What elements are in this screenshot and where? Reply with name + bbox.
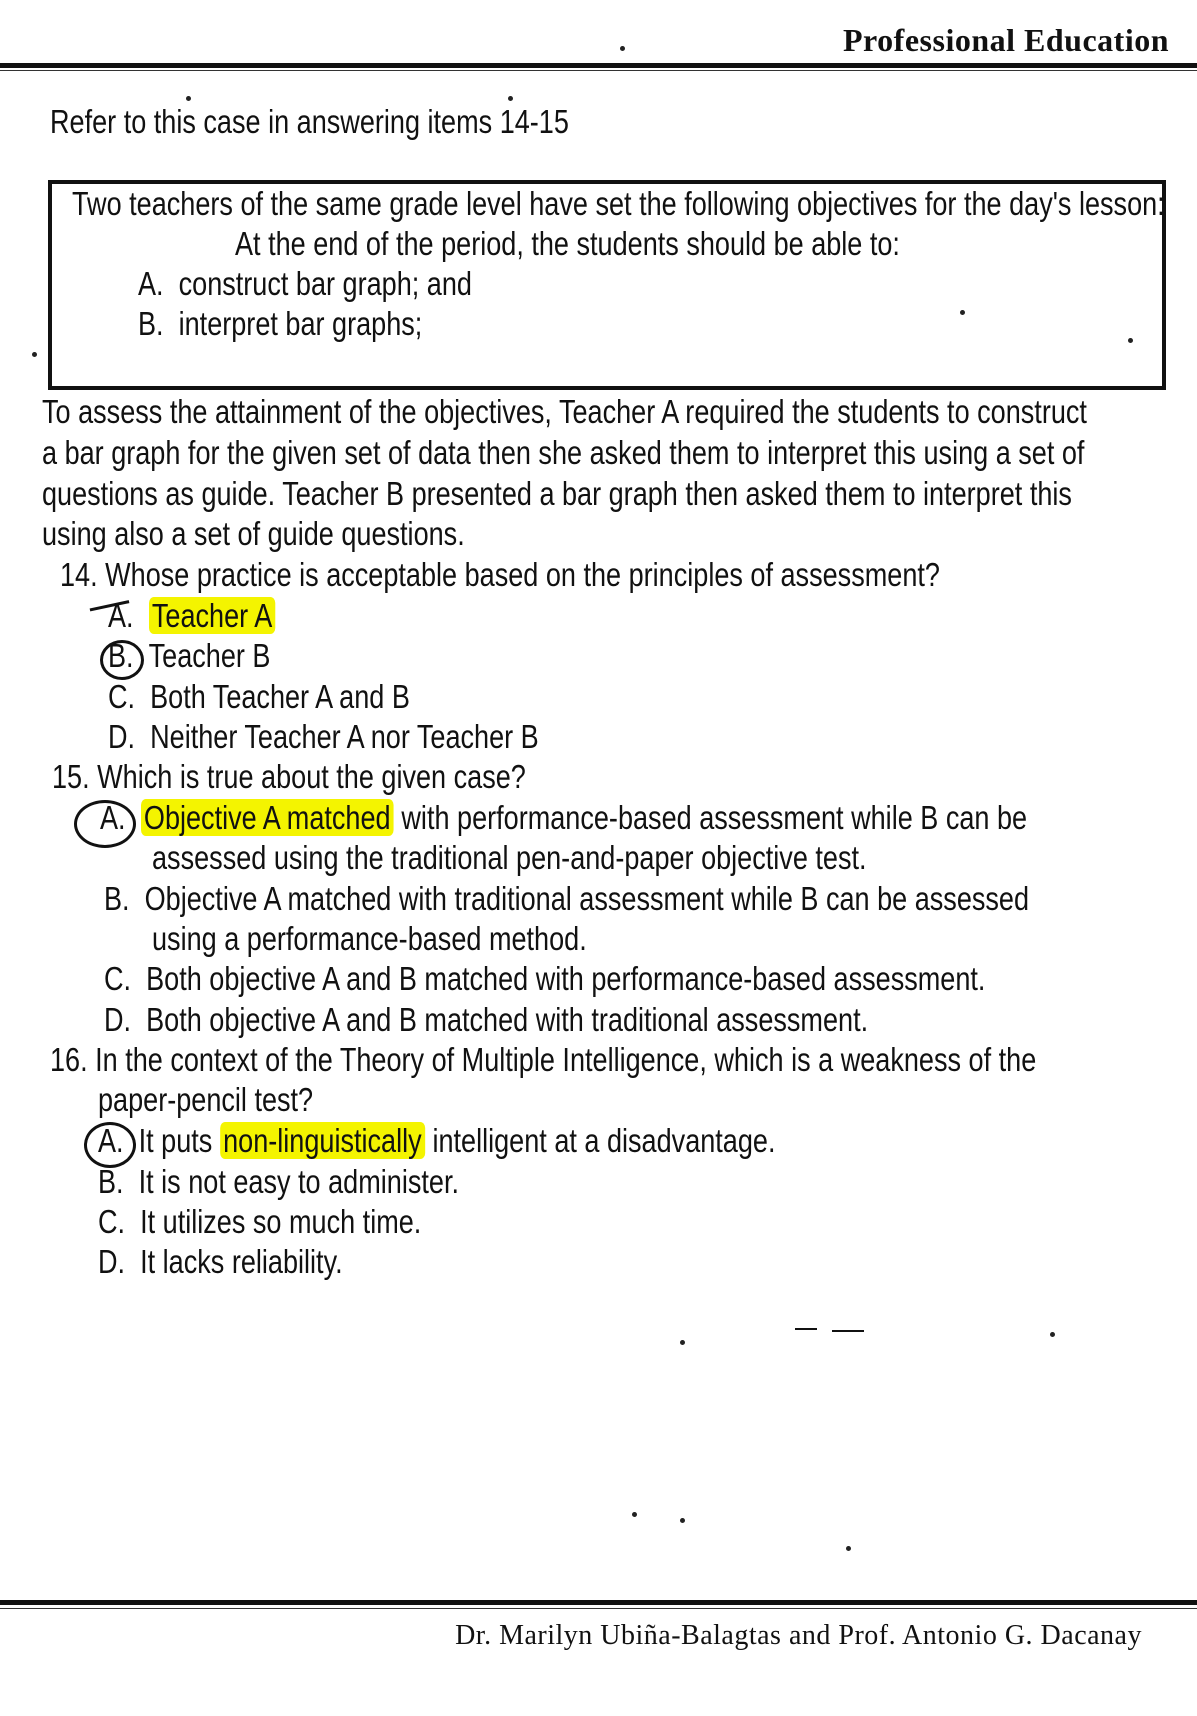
- scan-speck: [680, 1518, 685, 1523]
- objective-a: [138, 262, 472, 306]
- q15-option-c-letter: C.: [104, 960, 132, 997]
- footer-authors: Dr. Marilyn Ubiña-Balagtas and Prof. Antonio G. Dacanay: [455, 1620, 1142, 1651]
- question-14-stem: 14. Whose practice is acceptable based on the principles of assessment?: [60, 556, 940, 593]
- q15-option-d-text: Both objective A and B matched with traditional assessment.: [146, 1001, 869, 1038]
- q16-option-a-text: intelligent at a disadvantage.: [424, 1122, 776, 1159]
- q14-option-a-letter: A.: [108, 597, 134, 634]
- q16-option-d: [98, 1240, 343, 1284]
- q14-option-a-text: Teacher A: [149, 597, 276, 634]
- q16-option-a: [98, 1119, 775, 1163]
- objective-a-letter: A.: [138, 265, 164, 302]
- paragraph-line-1: To assess the attainment of the objectives, Teacher A required the students to construct: [42, 393, 1087, 430]
- q16-option-d-text: It lacks reliability.: [140, 1243, 343, 1280]
- answer-circle-14: [100, 640, 144, 680]
- objective-a-text: construct bar graph; and: [178, 265, 472, 302]
- scan-speck: [846, 1546, 851, 1551]
- q15-option-c-text: Both objective A and B matched with performance-based assessment.: [146, 960, 986, 997]
- q14-option-c-letter: C.: [108, 678, 136, 715]
- scan-speck: [632, 1512, 637, 1517]
- q15-option-d: [104, 998, 868, 1042]
- paragraph-line-2: a bar graph for the given set of data then she asked them to interpret this using a set of: [42, 434, 1085, 471]
- scan-mark: [795, 1328, 817, 1330]
- q15-option-a-highlight: Objective A matched: [141, 799, 394, 836]
- q14-option-c-text: Both Teacher A and B: [150, 678, 410, 715]
- q16-option-c-text: It utilizes so much time.: [140, 1203, 422, 1240]
- scan-speck: [1050, 1332, 1055, 1337]
- q15-option-a: [100, 796, 1027, 840]
- scan-speck: [960, 310, 965, 315]
- q14-option-d: [108, 715, 539, 759]
- q15-option-c: [104, 957, 985, 1001]
- q16-option-b-text: It is not easy to administer.: [138, 1163, 459, 1200]
- footer-rule: [0, 1600, 1197, 1605]
- q14-option-b-letter: B.: [108, 637, 134, 674]
- q16-option-b: [98, 1160, 459, 1204]
- q14-option-d-text: Neither Teacher A nor Teacher B: [150, 718, 539, 755]
- q15-option-d-letter: D.: [104, 1001, 132, 1038]
- header-rule-thin: [0, 70, 1197, 71]
- scan-speck: [1128, 338, 1133, 343]
- q14-option-d-letter: D.: [108, 718, 136, 755]
- scan-speck: [508, 96, 513, 101]
- q16-option-c-letter: C.: [98, 1203, 126, 1240]
- answer-circle-15: [74, 800, 136, 848]
- q15-option-a-text: with performance-based assessment while B can be: [393, 799, 1028, 836]
- page-header-title: Professional Education: [843, 22, 1169, 58]
- footer-rule-thin: [0, 1608, 1197, 1609]
- scan-speck: [186, 96, 191, 101]
- q15-option-b-letter: B.: [104, 880, 130, 917]
- question-15-stem: 15. Which is true about the given case?: [52, 758, 526, 795]
- objective-b-text: interpret bar graphs;: [178, 305, 423, 342]
- objective-b: [138, 302, 422, 346]
- question-16-stem: 16. In the context of the Theory of Multiple Intelligence, which is a weakness of the: [50, 1041, 1037, 1078]
- scan-mark: [832, 1330, 864, 1332]
- paragraph-line-4: using also a set of guide questions.: [42, 515, 465, 552]
- q15-option-b-cont: using a performance-based method.: [152, 920, 587, 957]
- q15-option-a-letter: A.: [100, 799, 126, 836]
- scan-speck: [680, 1340, 685, 1345]
- case-line-2: At the end of the period, the students should be able to:: [235, 225, 900, 262]
- q14-option-b-text: Teacher B: [148, 637, 271, 674]
- scan-speck: [620, 46, 625, 51]
- paragraph-line-3: questions as guide. Teacher B presented a bar graph then asked them to interpret this: [42, 475, 1072, 512]
- case-intro: Refer to this case in answering items 14-15: [50, 103, 569, 140]
- q16-option-c: [98, 1200, 421, 1244]
- q16-option-b-letter: B.: [98, 1163, 124, 1200]
- q16-option-a-highlight: non-linguistically: [220, 1122, 425, 1159]
- q14-option-c: [108, 675, 410, 719]
- q16-option-d-letter: D.: [98, 1243, 126, 1280]
- q15-option-b-text: Objective A matched with traditional assessment while B can be assessed: [144, 880, 1030, 917]
- objective-b-letter: B.: [138, 305, 164, 342]
- q16-option-a-pre: It puts: [138, 1122, 220, 1159]
- scan-speck: [32, 352, 37, 357]
- header-rule: [0, 63, 1197, 68]
- q16-option-a-letter: A.: [98, 1122, 124, 1159]
- q14-option-a: [108, 594, 276, 638]
- question-16-stem-cont: paper-pencil test?: [98, 1081, 314, 1118]
- q15-option-a-cont: assessed using the traditional pen-and-paper objective test.: [152, 839, 867, 876]
- q15-option-b: [104, 877, 1029, 921]
- case-line-1: Two teachers of the same grade level have set the following objectives for the day's lesson:: [72, 185, 1165, 222]
